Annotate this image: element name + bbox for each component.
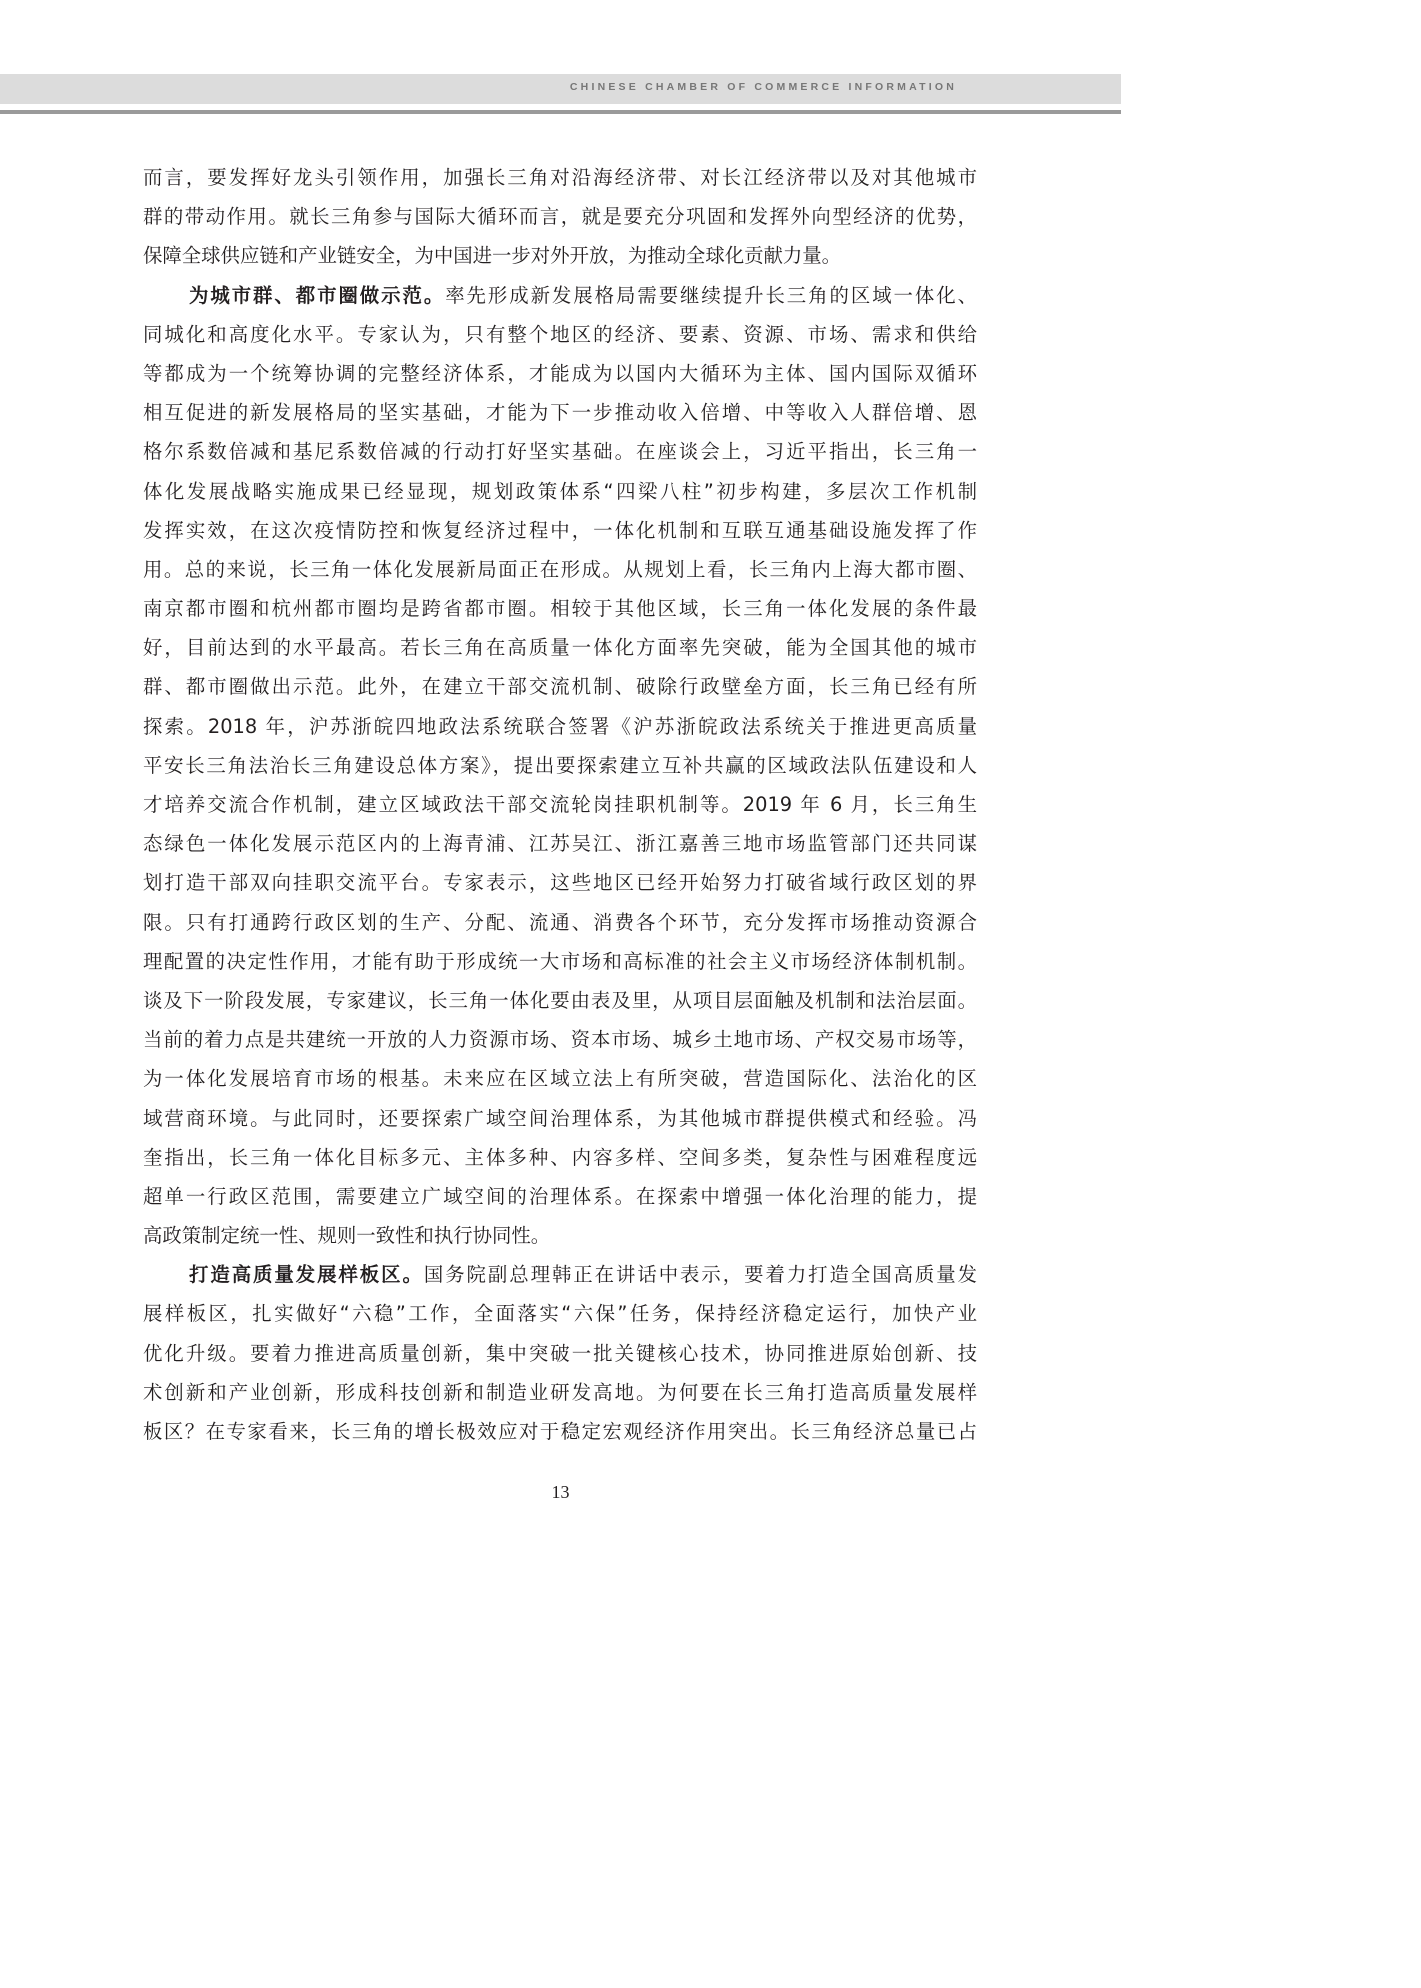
paragraph-heading: 为城市群、都市圈做示范。 bbox=[189, 283, 446, 307]
line-text: 保障全球供应链和产业链安全，为中国进一步对外开放，为推动全球化贡献力量。 bbox=[143, 244, 842, 268]
line-text: 群的带动作用。就长三角参与国际大循环而言，就是要充分巩固和发挥外向型经济的优势， bbox=[143, 205, 977, 229]
line-text: 同城化和高度化水平。专家认为，只有整个地区的经济、要素、资源、市场、需求和供给 bbox=[143, 322, 977, 346]
line-text: 好，目前达到的水平最高。若长三角在高质量一体化方面率先突破，能为全国其他的城市 bbox=[143, 636, 977, 660]
text-line bbox=[143, 472, 977, 511]
line-text: 国务院副总理韩正在讲话中表示，要着力打造全国高质量发 bbox=[423, 1263, 977, 1287]
text-line bbox=[143, 354, 977, 393]
line-text: 奎指出，长三角一体化目标多元、主体多种、内容多样、空间多类，复杂性与困难程度远 bbox=[143, 1145, 977, 1169]
text-line bbox=[143, 863, 977, 902]
text-line bbox=[143, 1177, 977, 1216]
line-text: 划打造干部双向挂职交流平台。专家表示，这些地区已经开始努力打破省域行政区划的界 bbox=[143, 871, 977, 895]
text-line bbox=[143, 236, 977, 275]
line-text: 优化升级。要着力推进高质量创新，集中突破一批关键核心技术，协同推进原始创新、技 bbox=[143, 1341, 977, 1365]
line-text: 当前的着力点是共建统一开放的人力资源市场、资本市场、城乡土地市场、产权交易市场等， bbox=[143, 1028, 977, 1052]
line-text: 群、都市圈做出示范。此外，在建立干部交流机制、破除行政壁垒方面，长三角已经有所 bbox=[143, 675, 977, 699]
header-band bbox=[0, 74, 1121, 104]
line-text: 格尔系数倍减和基尼系数倍减的行动打好坚实基础。在座谈会上，习近平指出，长三角一 bbox=[143, 440, 977, 464]
line-text: 高政策制定统一性、规则一致性和执行协同性。 bbox=[143, 1224, 551, 1248]
line-text: 才培养交流合作机制，建立区域政法干部交流轮岗挂职机制等。2019 年 6 月，长三角生 bbox=[143, 793, 977, 816]
line-text: 态绿色一体化发展示范区内的上海青浦、江苏吴江、浙江嘉善三地市场监管部门还共同谋 bbox=[143, 832, 977, 856]
text-line bbox=[143, 1373, 977, 1412]
line-text: 率先形成新发展格局需要继续提升长三角的区域一体化、 bbox=[445, 283, 977, 307]
paragraph-heading: 打造高质量发展样板区。 bbox=[189, 1263, 424, 1287]
text-line bbox=[143, 511, 977, 550]
line-text: 展样板区，扎实做好“六稳”工作，全面落实“六保”任务，保持经济稳定运行，加快产业 bbox=[143, 1302, 977, 1326]
text-line bbox=[143, 432, 977, 471]
text-line bbox=[143, 393, 977, 432]
text-line bbox=[143, 276, 977, 315]
text-line bbox=[143, 1294, 977, 1333]
text-line bbox=[143, 667, 977, 706]
line-text: 平安长三角法治长三角建设总体方案》，提出要探索建立互补共赢的区域政法队伍建设和人 bbox=[143, 753, 977, 777]
line-text: 相互促进的新发展格局的坚实基础，才能为下一步推动收入倍增、中等收入人群倍增、恩 bbox=[143, 401, 977, 425]
text-line bbox=[143, 1138, 977, 1177]
text-line bbox=[143, 824, 977, 863]
text-line bbox=[143, 707, 977, 746]
text-line bbox=[143, 158, 977, 197]
line-text: 理配置的决定性作用，才能有助于形成统一大市场和高标准的社会主义市场经济体制机制。 bbox=[143, 949, 977, 973]
text-line bbox=[143, 903, 977, 942]
line-text: 而言，要发挥好龙头引领作用，加强长三角对沿海经济带、对长江经济带以及对其他城市 bbox=[143, 166, 977, 189]
line-text: 等都成为一个统筹协调的完整经济体系，才能成为以国内大循环为主体、国内国际双循环 bbox=[143, 361, 977, 385]
text-line bbox=[143, 942, 977, 981]
line-text: 域营商环境。与此同时，还要探索广域空间治理体系，为其他城市群提供模式和经验。冯 bbox=[143, 1106, 977, 1130]
text-line bbox=[143, 785, 977, 824]
text-line bbox=[143, 589, 977, 628]
text-line bbox=[143, 315, 977, 354]
line-text: 发挥实效，在这次疫情防控和恢复经济过程中，一体化机制和互联互通基础设施发挥了作 bbox=[143, 518, 977, 542]
text-line bbox=[143, 981, 977, 1020]
text-line bbox=[143, 550, 977, 589]
page-number: 13 bbox=[551, 1482, 570, 1502]
line-text: 限。只有打通跨行政区划的生产、分配、流通、消费各个环节，充分发挥市场推动资源合 bbox=[143, 910, 977, 934]
text-line bbox=[143, 746, 977, 785]
running-header-title: CHINESE CHAMBER OF COMMERCE INFORMATION bbox=[569, 81, 957, 93]
text-line bbox=[143, 1334, 977, 1373]
header-rule bbox=[0, 110, 1121, 114]
line-text: 为一体化发展培育市场的根基。未来应在区域立法上有所突破，营造国际化、法治化的区 bbox=[143, 1067, 977, 1091]
article-body bbox=[143, 158, 977, 1451]
text-line bbox=[143, 1099, 977, 1138]
text-line bbox=[143, 1020, 977, 1059]
line-text: 体化发展战略实施成果已经显现，规划政策体系“四梁八柱”初步构建，多层次工作机制 bbox=[143, 479, 977, 503]
line-text: 术创新和产业创新，形成科技创新和制造业研发高地。为何要在长三角打造高质量发展样 bbox=[143, 1380, 977, 1404]
text-line bbox=[143, 197, 977, 236]
line-text: 探索。2018 年，沪苏浙皖四地政法系统联合签署《沪苏浙皖政法系统关于推进更高质量 bbox=[143, 714, 977, 738]
line-text: 谈及下一阶段发展，专家建议，长三角一体化要由表及里，从项目层面触及机制和法治层面。 bbox=[143, 988, 977, 1012]
text-line bbox=[143, 628, 977, 667]
text-line bbox=[143, 1216, 977, 1255]
line-text: 板区？在专家看来，长三角的增长极效应对于稳定宏观经济作用突出。长三角经济总量已占 bbox=[143, 1420, 977, 1443]
line-text: 南京都市圈和杭州都市圈均是跨省都市圈。相较于其他区域，长三角一体化发展的条件最 bbox=[143, 597, 977, 621]
text-line bbox=[143, 1059, 977, 1098]
line-text: 用。总的来说，长三角一体化发展新局面正在形成。从规划上看，长三角内上海大都市圈、 bbox=[143, 557, 977, 581]
text-line bbox=[143, 1255, 977, 1294]
text-line bbox=[143, 1412, 977, 1451]
line-text: 超单一行政区范围，需要建立广域空间的治理体系。在探索中增强一体化治理的能力，提 bbox=[143, 1184, 977, 1208]
